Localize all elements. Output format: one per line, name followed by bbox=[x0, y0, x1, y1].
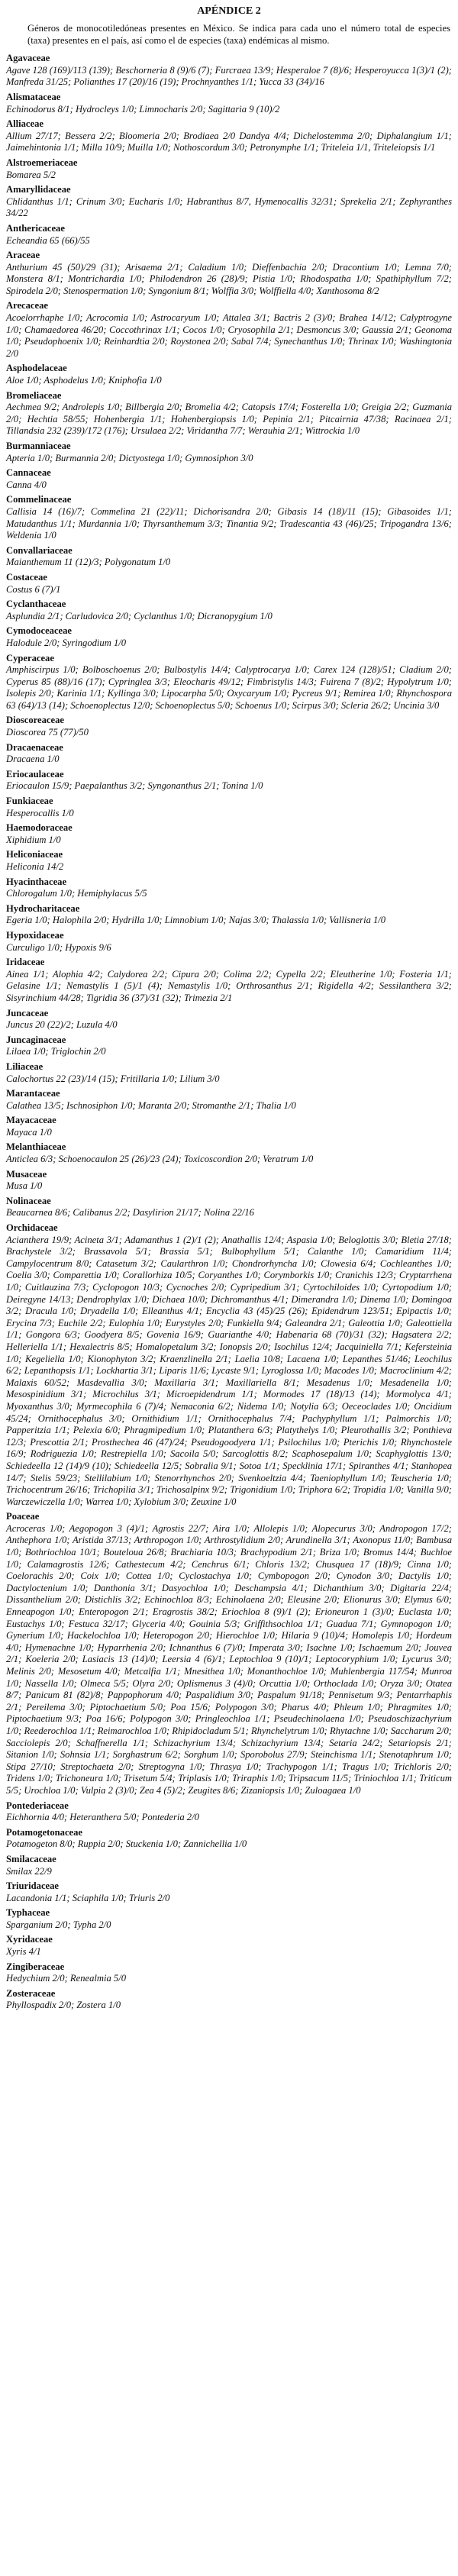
family-entry bbox=[6, 363, 452, 386]
family-entry bbox=[6, 849, 452, 873]
family-entry bbox=[6, 545, 452, 569]
genera-list: Xiphidium 1/0 bbox=[6, 834, 61, 845]
family-name: Mayacaceae bbox=[6, 1115, 56, 1126]
family-name: Triuridaceae bbox=[6, 1880, 60, 1892]
family-name: Liliaceae bbox=[6, 1060, 44, 1072]
family-entry bbox=[6, 930, 452, 954]
genera-list: Juncus 20 (22)/2; Luzula 4/0 bbox=[6, 1019, 118, 1031]
family-entry bbox=[6, 1088, 452, 1112]
family-entry bbox=[6, 467, 452, 491]
genera-list: Lilaea 1/0; Triglochin 2/0 bbox=[6, 1046, 106, 1057]
family-name: Pontederiaceae bbox=[6, 1800, 69, 1811]
family-entry bbox=[6, 742, 452, 766]
genera-list: Sparganium 2/0; Typha 2/0 bbox=[6, 1919, 111, 1930]
family-name: Costaceae bbox=[6, 571, 47, 583]
family-entry bbox=[6, 92, 452, 115]
family-name: Araceae bbox=[6, 250, 40, 261]
genera-list: Acianthera 19/9; Acineta 3/1; Adamanthus 1 (2)/1 (2); Anathallis 12/4; Aspasia 1/0; Beloglottis 3/0; Bletia 27/18; Brachystele 3/2; Brassavola 5/1; Brassia 5/1; Bulbophyllum 5/1; Calanthe 1/0; Camaridium 11/4; Campylocentrum 8/0; Catasetum 3/2; Caularthron 1/0; Chondrorhyncha 1/0; Clowesia 6/4; Cochleanthes 1/0; Coelia 3/0; Comparettia 1/0; Corallorhiza 10/5; Coryanthes 1/0; Corymborkis 1/0; Cranichis 12/3; Cryptarrhena 1/0; Cuitlauzina 7/3; Cyclopogon 10/3; Cycnoches 2/0; Cypripedium 3/1; Cyrtochiloides 1/0; Cyrtopodium 1/0; Deiregyne 14/13; Dendrophylax 1/0; Dichaea 10/0; Dichromanthus 4/1; Dimerandra 1/0; Dinema 1/0; Domingoa 3/2; Dracula 1/0; Dryadella 1/0; Elleanthus 4/1; Encyclia 43 (45)/25 (26); Epidendrum 123/51; Epipactis 1/0; Erycina 7/3; Euchile 2/2; Eulophia 1/0; Eurystyles 2/0; Funkiella 9/4; Galeandra 2/1; Galeottia 1/0; Galeottiella 1/1; Gongora 6/3; Goodyera 8/5; Govenia 16/9; Guarianthe 4/0; Habenaria 68 (70)/31 (32); Hagsatera 2/2; Helleriella 1/1; Hexalectris 8/5; Homalopetalum 3/2; Ionopsis 2/0; Isochilus 12/4; Jacquiniella 7/1; Kefersteinia 1/0; Kegeliella 1/0; Kionophyton 3/2; Kraenzlinella 2/1; Laelia 10/8; Lacaena 1/0; Lepanthes 51/46; Leochilus 6/2; Lepanthopsis 1/1; Lockhartia 3/1; Liparis 11/6; Lycaste 9/1; Lyroglossa 1/0; Macodes 1/0; Macroclinium 4/2; Malaxis 60/52; Masdevallia 3/0; Maxillaria 3/1; Maxillariella 8/1; Mesadenus 1/0; Mesadenella 1/0; Mesospinidium 3/1; Microchilus 3/1; Microepidendrum 1/1; Mormodes 17 (18)/13 (14); Mormolyca 4/1; Myoxanthus 3/0; Myrmecophila 6 (7)/4; Nemaconia 6/2; Nidema 1/0; Notylia 6/3; Oeceoclades 1/0; Oncidium 45/24; Ornithocephalus 3/0; Ornithidium 1/1; Ornithocephalus 7/4; Pachyphyllum 1/1; Palmorchis 1/0; Papperitzia 1/1; Pelexia 6/0; Phragmipedium 1/0; Platanthera 6/3; Platythelys 1/0; Pleurothallis 3/2; Ponthieva 12/3; Prescottia 2/1; Prosthechea 46 (47)/24; Pseudogoodyera 1/1; Psilochilus 1/0; Pterichis 1/0; Rhynchostele 16/9; Rodriguezia 1/0; Restrepiella 1/0; Sacoila 5/0; Sarcoglottis 8/2; Scaphosepalum 1/0; Scaphyglottis 13/0; Schiedeella 12 (14)/9 (10); Schiedeella 12/5; Sobralia 9/1; Sotoa 1/1; Specklinia 17/1; Spiranthes 4/1; Stanhopea 14/7; Stelis 59/23; Stellilabium 1/0; Stenorrhynchos 2/0; Svenkoeltzia 4/4; Taeniophyllum 1/0; Teuscheria 1/0; Trichocentrum 26/16; Trichopilia 3/1; Trichosalpinx 9/2; Trigonidium 1/0; Triphora 6/2; Tropidia 1/0; Vanilla 9/0; Warczewiczella 1/0; Warrea 1/0; Xylobium 3/0; Zeuxine 1/0 bbox=[6, 1234, 452, 1507]
genera-list: Potamogeton 8/0; Ruppia 2/0; Stuckenia 1/0; Zannichellia 1/0 bbox=[6, 1838, 247, 1850]
family-name: Convallariaceae bbox=[6, 544, 73, 556]
family-name: Funkiaceae bbox=[6, 796, 53, 807]
genera-list: Amphiscirpus 1/0; Bolboschoenus 2/0; Bulbostylis 14/4; Calyptrocarya 1/0; Carex 124 (128)/51; Cladium 2/0; Cyperus 85 (88)/16 (17); Cypringlea 3/3; Eleocharis 49/12; Fimbristylis 14/3; Fuirena 7 (8)/2; Hypolytrum 1/0; Isolepis 2/0; Karinia 1/1; Kyllinga 3/0; Lipocarpha 5/0; Oxycaryum 1/0; Pycreus 9/1; Remirea 1/0; Rhynchospora 63 (64)/13 (14); Schoenoplectus 12/0; Schoenoplectus 5/0; Schoenus 1/0; Scirpus 3/0; Scleria 26/2; Uncinia 3/0 bbox=[6, 664, 452, 711]
family-entry bbox=[6, 223, 452, 247]
family-name: Typhaceae bbox=[6, 1907, 50, 1919]
genera-list: Hesperocallis 1/0 bbox=[6, 807, 74, 818]
genera-list: Asplundia 2/1; Carludovica 2/0; Cyclanthus 1/0; Dicranopygium 1/0 bbox=[6, 610, 273, 621]
family-name: Hyacinthaceae bbox=[6, 876, 67, 887]
family-name: Potamogetonaceae bbox=[6, 1826, 83, 1838]
family-entry bbox=[6, 53, 452, 89]
family-list bbox=[6, 53, 452, 2012]
family-entry bbox=[6, 1800, 452, 1824]
genera-list: Allium 27/17; Bessera 2/2; Bloomeria 2/0; Brodiaea 2/0 Dandya 4/4; Dichelostemma 2/0; Diphalangium 1/1; Jaimehintonia 1/1; Milla 10/9; Muilla 1/0; Nothoscordum 3/0; Petronymphe 1/1; Triteleia 1/1, Triteleiopsis 1/1 bbox=[6, 130, 452, 153]
genera-list: Ainea 1/1; Alophia 4/2; Calydorea 2/2; Cipura 2/0; Colima 2/2; Cypella 2/2; Eleutherine 1/0; Fosteria 1/1; Gelasine 1/1; Nemastylis 1 (5)/1 (4); Nemastylis 1/0; Orthrosanthus 2/1; Rigidella 4/2; Sessilanthera 3/2; Sisyrinchium 44/28; Tigridia 36 (37)/31 (32); Trimezia 2/1 bbox=[6, 968, 452, 1003]
genera-list: Echinodorus 8/1; Hydrocleys 1/0; Limnocharis 2/0; Sagittaria 9 (10)/2 bbox=[6, 103, 280, 115]
genera-list: Lacandonia 1/1; Sciaphila 1/0; Triuris 2/0 bbox=[6, 1892, 170, 1903]
family-name: Haemodoraceae bbox=[6, 822, 73, 834]
family-name: Bromeliaceae bbox=[6, 389, 62, 401]
family-entry bbox=[6, 1961, 452, 1985]
genera-list: Hedychium 2/0; Renealmia 5/0 bbox=[6, 1973, 127, 1984]
family-entry bbox=[6, 1061, 452, 1085]
family-name: Agavaceae bbox=[6, 53, 50, 64]
family-entry bbox=[6, 1511, 452, 1796]
family-entry bbox=[6, 1827, 452, 1851]
family-name: Hydrocharitaceae bbox=[6, 902, 80, 914]
family-name: Nolinaceae bbox=[6, 1195, 51, 1206]
family-name: Asphodelaceae bbox=[6, 363, 67, 374]
genera-list: Smilax 22/9 bbox=[6, 1865, 52, 1877]
family-entry bbox=[6, 715, 452, 738]
genera-list: Aloe 1/0; Asphodelus 1/0; Kniphofia 1/0 bbox=[6, 375, 162, 386]
family-name: Amaryllidaceae bbox=[6, 184, 71, 195]
family-entry bbox=[6, 796, 452, 819]
genera-list: Maianthemum 11 (12)/3; Polygonatum 1/0 bbox=[6, 557, 171, 568]
family-entry bbox=[6, 769, 452, 792]
family-entry bbox=[6, 1141, 452, 1165]
family-name: Melanthiaceae bbox=[6, 1141, 66, 1153]
family-entry bbox=[6, 441, 452, 464]
family-name: Alstroemeriaceae bbox=[6, 157, 78, 168]
family-entry bbox=[6, 1115, 452, 1138]
family-name: Iridaceae bbox=[6, 957, 45, 968]
family-entry bbox=[6, 1988, 452, 2012]
genera-list: Callisia 14 (16)/7; Commelina 21 (22)/11; Dichorisandra 2/0; Gibasis 14 (18)/11 (15); Gibasoides 1/1; Matudanthus 1/1; Murdannia 1/0; Thyrsanthemum 3/3; Tinantia 9/2; Tradescantia 43 (46)/25; Tripogandra 13/6; Weldenia 1/0 bbox=[6, 505, 452, 541]
family-name: Marantaceae bbox=[6, 1088, 60, 1099]
genera-list: Chlidanthus 1/1; Crinum 3/0; Eucharis 1/0; Habranthus 8/7, Hymenocallis 32/31; Sprekelia 2/1; Zephyranthes 34/22 bbox=[6, 195, 452, 219]
genera-list: Eichhornia 4/0; Heteranthera 5/0; Pontederia 2/0 bbox=[6, 1812, 199, 1823]
genera-list: Halodule 2/0; Syringodium 1/0 bbox=[6, 637, 127, 648]
genera-list: Egeria 1/0; Halophila 2/0; Hydrilla 1/0; Limnobium 1/0; Najas 3/0; Thalassia 1/0; Vallisneria 1/0 bbox=[6, 915, 386, 926]
family-entry bbox=[6, 157, 452, 181]
genera-list: Calathea 13/5; Ischnosiphon 1/0; Maranta 2/0; Stromanthe 2/1; Thalia 1/0 bbox=[6, 1099, 296, 1111]
genera-list: Dioscorea 75 (77)/50 bbox=[6, 727, 89, 738]
family-entry bbox=[6, 1035, 452, 1058]
genera-list: Phyllospadix 2/0; Zostera 1/0 bbox=[6, 2000, 121, 2011]
family-name: Smilacaceae bbox=[6, 1853, 56, 1864]
family-entry bbox=[6, 1222, 452, 1508]
family-entry bbox=[6, 572, 452, 596]
family-entry bbox=[6, 300, 452, 360]
genera-list: Echeandia 65 (66)/55 bbox=[6, 234, 90, 246]
family-name: Cymodoceaceae bbox=[6, 625, 73, 637]
family-name: Hypoxidaceae bbox=[6, 929, 64, 941]
family-entry bbox=[6, 1880, 452, 1904]
family-name: Xyridaceae bbox=[6, 1934, 53, 1945]
family-name: Poaceae bbox=[6, 1511, 40, 1522]
genera-list: Calochortus 22 (23)/14 (15); Fritillaria 1/0; Lilium 3/0 bbox=[6, 1073, 220, 1084]
family-entry bbox=[6, 876, 452, 900]
genera-list: Acroceras 1/0; Aegopogon 3 (4)/1; Agrostis 22/7; Aira 1/0; Allolepis 1/0; Alopecurus 3/0; Andropogon 17/2; Anthephora 1/0; Aristida 37/13; Arthropogon 1/0; Arthrostylidium 2/0; Arundinella 3/1; Axonopus 11/0; Bambusa 1/0; Bothriochloa 10/1; Bouteloua 26/8; Brachiaria 10/3; Brachypodium 2/1; Briza 1/0; Bromus 14/4; Buchloe 1/0; Calamagrostis 12/6; Cathestecum 4/2; Cenchrus 6/1; Chloris 13/2; Chusquea 17 (18)/9; Cinna 1/0; Coelorachis 2/0; Coix 1/0; Cottea 1/0; Cyclostachya 1/0; Cymbopogon 2/0; Cynodon 3/0; Dactylis 1/0; Dactyloctenium 1/0; Danthonia 3/1; Dasyochloa 1/0; Deschampsia 4/1; Dichanthium 3/0; Digitaria 22/4; Dissanthelium 2/0; Distichlis 3/2; Echinochloa 8/3; Echinolaena 2/0; Eleusine 2/0; Elionurus 3/0; Elymus 6/0; Enneapogon 1/0; Enteropogon 2/1; Eragrostis 38/2; Eriochloa 8 (9)/1 (2); Erioneuron 1 (3)/0; Euclasta 1/0; Eustachys 1/0; Festuca 32/17; Glyceria 4/0; Gouinia 5/3; Griffithsochloa 1/1; Guadua 7/1; Gymnopogon 1/0; Gynerium 1/0; Hackelochloa 1/0; Heteropogon 2/0; Hierochloe 1/0; Hilaria 9 (10)/4; Homolepis 1/0; Hordeum 4/0; Hymenachne 1/0; Hyparrhenia 2/0; Ichnanthus 6 (7)/0; Imperata 3/0; Isachne 1/0; Ischaemum 2/0; Jouvea 2/1; Koeleria 2/0; Lasiacis 13 (14)/0; Leersia 4 (6)/1; Leptochloa 9 (10)/1; Leptocoryphium 1/0; Lycurus 3/0; Melinis 2/0; Mesosetum 4/0; Metcalfia 1/1; Mnesithea 1/0; Monanthochloe 1/0; Muhlenbergia 117/54; Munroa 1/0; Nassella 1/0; Olmeca 5/5; Olyra 2/0; Oplismenus 3 (4)/0; Orcuttia 1/0; Orthoclada 1/0; Oryza 3/0; Otatea 8/7; Panicum 81 (82)/8; Pappophorum 4/0; Paspalidium 3/0; Paspalum 91/18; Pennisetum 9/3; Pentarrhaphis 2/1; Pereilema 3/0; Piptochaetium 5/0; Poa 15/6; Polypogon 3/0; Pharus 4/0; Phleum 1/0; Phragmites 1/0; Piptochaetium 9/3; Poa 16/6; Polypogon 3/0; Pringleochloa 1/1; Pseudechinolaena 1/0; Pseudoschizachyrium 1/0; Reederochloa 1/1; Reimarochloa 1/0; Rhipidocladum 5/1; Rhynchelytrum 1/0; Rhytachne 1/0; Saccharum 2/0; Sacciolepis 2/0; Schaffnerella 1/1; Schizachyrium 13/4; Schizachyrium 13/4; Setaria 24/2; Setariopsis 2/1; Sitanion 1/0; Sohnsia 1/1; Sorghastrum 6/2; Sorghum 1/0; Sporobolus 27/9; Steinchisma 1/1; Stenotaphrum 1/0; Stipa 27/10; Streptochaeta 2/0; Streptogyna 1/0; Thrasya 1/0; Trachypogon 1/1; Tragus 1/0; Trichloris 2/0; Tridens 1/0; Trichoneura 1/0; Trisetum 5/4; Triplasis 1/0; Triraphis 1/0; Tripsacum 11/5; Triniochloa 1/1; Triticum 5/5; Urochloa 1/0; Vulpia 2 (3)/0; Zea 4 (5)/2; Zeugites 8/6; Zizaniopsis 1/0; Zuloagaea 1/0 bbox=[6, 1522, 452, 1796]
family-name: Commelinaceae bbox=[6, 494, 72, 505]
family-entry bbox=[6, 1169, 452, 1193]
family-name: Musaceae bbox=[6, 1168, 47, 1180]
family-entry bbox=[6, 1854, 452, 1877]
family-entry bbox=[6, 599, 452, 622]
family-name: Burmanniaceae bbox=[6, 441, 71, 451]
family-name: Arecaceae bbox=[6, 300, 48, 312]
family-entry bbox=[6, 250, 452, 297]
family-entry bbox=[6, 1907, 452, 1931]
genera-list: Xyris 4/1 bbox=[6, 1946, 41, 1958]
genera-list: Musa 1/0 bbox=[6, 1180, 43, 1192]
genera-list: Dracaena 1/0 bbox=[6, 754, 60, 765]
genera-list: Chlorogalum 1/0; Hemiphylacus 5/5 bbox=[6, 888, 147, 899]
family-name: Cannaceae bbox=[6, 467, 51, 479]
genera-list: Agave 128 (169)/113 (139); Beschorneria 8 (9)/6 (7); Furcraea 13/9; Hesperaloe 7 (8)/6; Hesperoyucca 1(3)/1 (2); Manfreda 31/25; Polianthes 17 (20)/16 (19); Prochnyanthes 1/1; Yucca 33 (34)/16 bbox=[6, 64, 452, 88]
family-name: Dracaenaceae bbox=[6, 741, 63, 753]
genera-list: Apteria 1/0; Burmannia 2/0; Dictyostega 1/0; Gymnosiphon 3/0 bbox=[6, 452, 253, 463]
family-name: Zosteraceae bbox=[6, 1987, 56, 1999]
family-entry bbox=[6, 822, 452, 846]
genera-list: Aechmea 9/2; Androlepis 1/0; Billbergia 2/0; Bromelia 4/2; Catopsis 17/4; Fosterella 1/0; Greigia 2/2; Guzmania 2/0; Hechtia 58/55; Hohenbergia 1/1; Hohenbergiopsis 1/0; Pepinia 2/1; Pitcairnia 47/38; Racinaea 2/1; Tillandsia 232 (239)/172 (176); Ursulaea 2/2; Viridantha 7/7; Werauhia 2/1; Wittrockia 1/0 bbox=[6, 402, 452, 437]
family-name: Dioscoreaceae bbox=[6, 715, 64, 726]
genera-list: Anticlea 6/3; Schoenocaulon 25 (26)/23 (24); Toxicoscordion 2/0; Veratrum 1/0 bbox=[6, 1154, 314, 1165]
family-name: Juncaginaceae bbox=[6, 1034, 66, 1045]
genera-list: Mayaca 1/0 bbox=[6, 1126, 52, 1138]
genera-list: Beaucarnea 8/6; Calibanus 2/2; Dasylirion 21/17; Nolina 22/16 bbox=[6, 1207, 254, 1219]
family-entry bbox=[6, 1008, 452, 1031]
family-entry bbox=[6, 494, 452, 541]
family-entry bbox=[6, 390, 452, 437]
family-name: Alismataceae bbox=[6, 91, 61, 102]
genera-list: Costus 6 (7)/1 bbox=[6, 583, 61, 595]
genera-list: Heliconia 14/2 bbox=[6, 861, 64, 872]
genera-list: Curculigo 1/0; Hypoxis 9/6 bbox=[6, 941, 111, 953]
family-entry bbox=[6, 957, 452, 1004]
genera-list: Canna 4/0 bbox=[6, 479, 47, 490]
family-entry bbox=[6, 653, 452, 712]
family-name: Heliconiaceae bbox=[6, 849, 63, 860]
family-name: Alliaceae bbox=[6, 118, 44, 130]
family-name: Anthericaceae bbox=[6, 222, 65, 234]
page-title: APÉNDICE 2 bbox=[197, 5, 261, 17]
family-entry bbox=[6, 903, 452, 927]
family-name: Eriocaulaceae bbox=[6, 768, 64, 780]
genera-list: Bomarea 5/2 bbox=[6, 169, 56, 180]
family-name: Zingiberaceae bbox=[6, 1961, 65, 1972]
intro-paragraph: Géneros de monocotiledóneas presentes en México. Se indica para cada uno el número total de especies (taxa) presentes en el país, así como el de especies (taxa) endémicas al mismo. bbox=[27, 23, 450, 46]
family-entry bbox=[6, 184, 452, 220]
genera-list: Eriocaulon 15/9; Paepalanthus 3/2; Syngonanthus 2/1; Tonina 1/0 bbox=[6, 780, 263, 792]
family-name: Cyperaceae bbox=[6, 652, 54, 663]
family-name: Orchidaceae bbox=[6, 1222, 58, 1234]
family-entry bbox=[6, 118, 452, 154]
family-name: Juncaceae bbox=[6, 1007, 49, 1018]
genera-list: Acoelorrhaphe 1/0; Acrocomia 1/0; Astrocaryum 1/0; Attalea 3/1; Bactris 2 (3)/0; Brahea 14/12; Calyptrogyne 1/0; Chamaedorea 46/20; Coccothrinax 1/1; Cocos 1/0; Cryosophila 2/1; Desmoncus 3/0; Gaussia 2/1; Geonoma 1/0; Pseudophoenix 1/0; Reinhardtia 2/0; Roystonea 2/0; Sabal 7/4; Synechanthus 1/0; Thrinax 1/0; Washingtonia 2/0 bbox=[6, 312, 452, 359]
genera-list: Anthurium 45 (50)/29 (31); Arisaema 2/1; Caladium 1/0; Dieffenbachia 2/0; Dracontium 1/0; Lemna 7/0; Monstera 8/1; Montrichardia 1/0; Philodendron 26 (28)/9; Pistia 1/0; Rhodospatha 1/0; Spathiphyllum 7/2; Spirodela 2/0; Stenospermation 1/0; Syngonium 8/1; Wolffia 3/0; Wolffiella 4/0; Xanthosoma 8/2 bbox=[6, 261, 452, 296]
family-entry bbox=[6, 1196, 452, 1219]
family-name: Cyclanthaceae bbox=[6, 599, 66, 610]
family-entry bbox=[6, 625, 452, 649]
family-entry bbox=[6, 1934, 452, 1958]
